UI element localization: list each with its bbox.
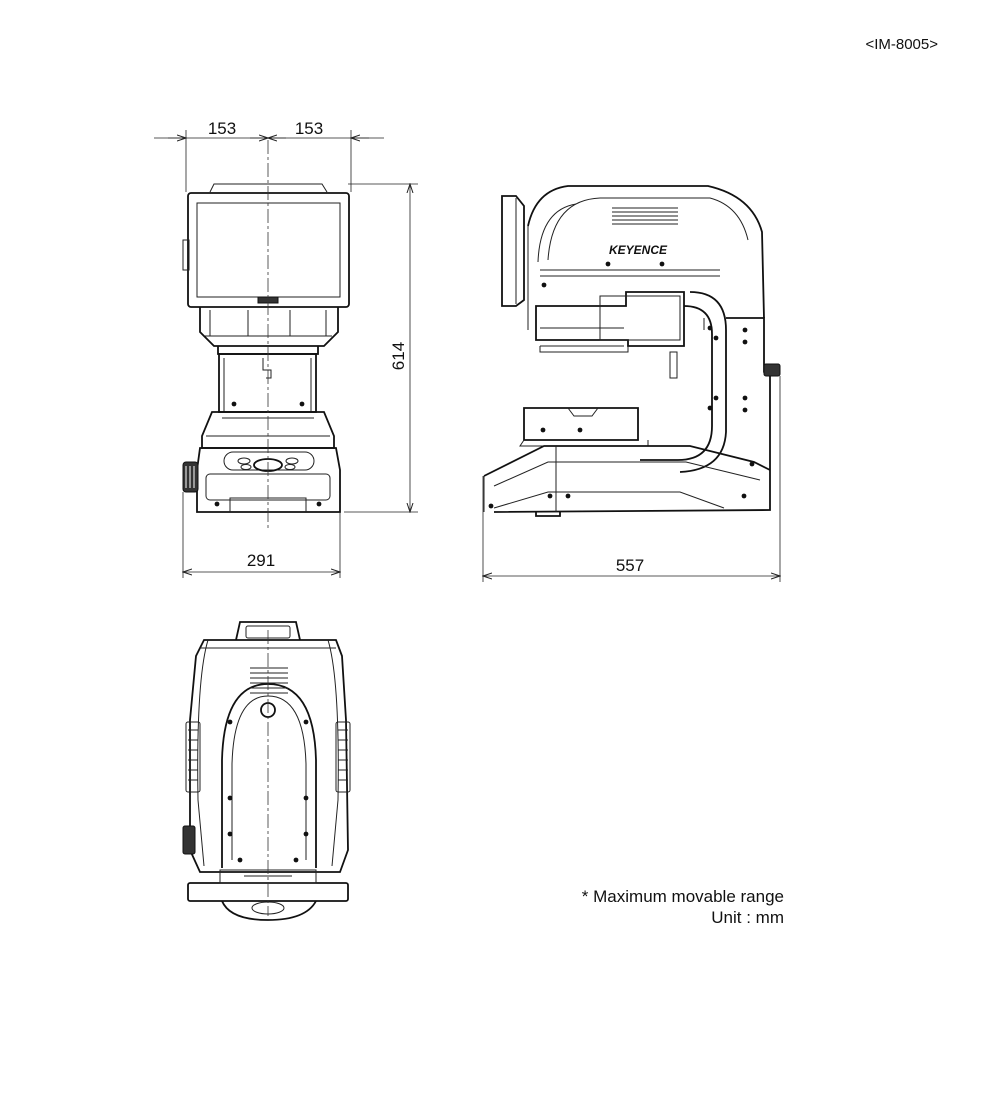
dimension-height: 614 xyxy=(389,341,408,371)
vent-slots xyxy=(612,208,678,224)
dimension-top-right: 153 xyxy=(294,119,324,138)
dimension-front-width: 291 xyxy=(246,551,276,570)
dimension-top-left: 153 xyxy=(207,119,237,138)
dimension-side-depth: 557 xyxy=(615,556,645,575)
model-number-label: <IM-8005> xyxy=(865,36,938,53)
movable-range-note: * Maximum movable range xyxy=(581,887,784,906)
brand-logo: KEYENCE xyxy=(609,243,668,257)
unit-note: Unit : mm xyxy=(711,908,784,927)
notes-block xyxy=(582,886,784,928)
top-view xyxy=(183,622,350,920)
top-vent-slots xyxy=(250,668,288,693)
front-view xyxy=(183,140,349,528)
side-view xyxy=(484,186,780,516)
